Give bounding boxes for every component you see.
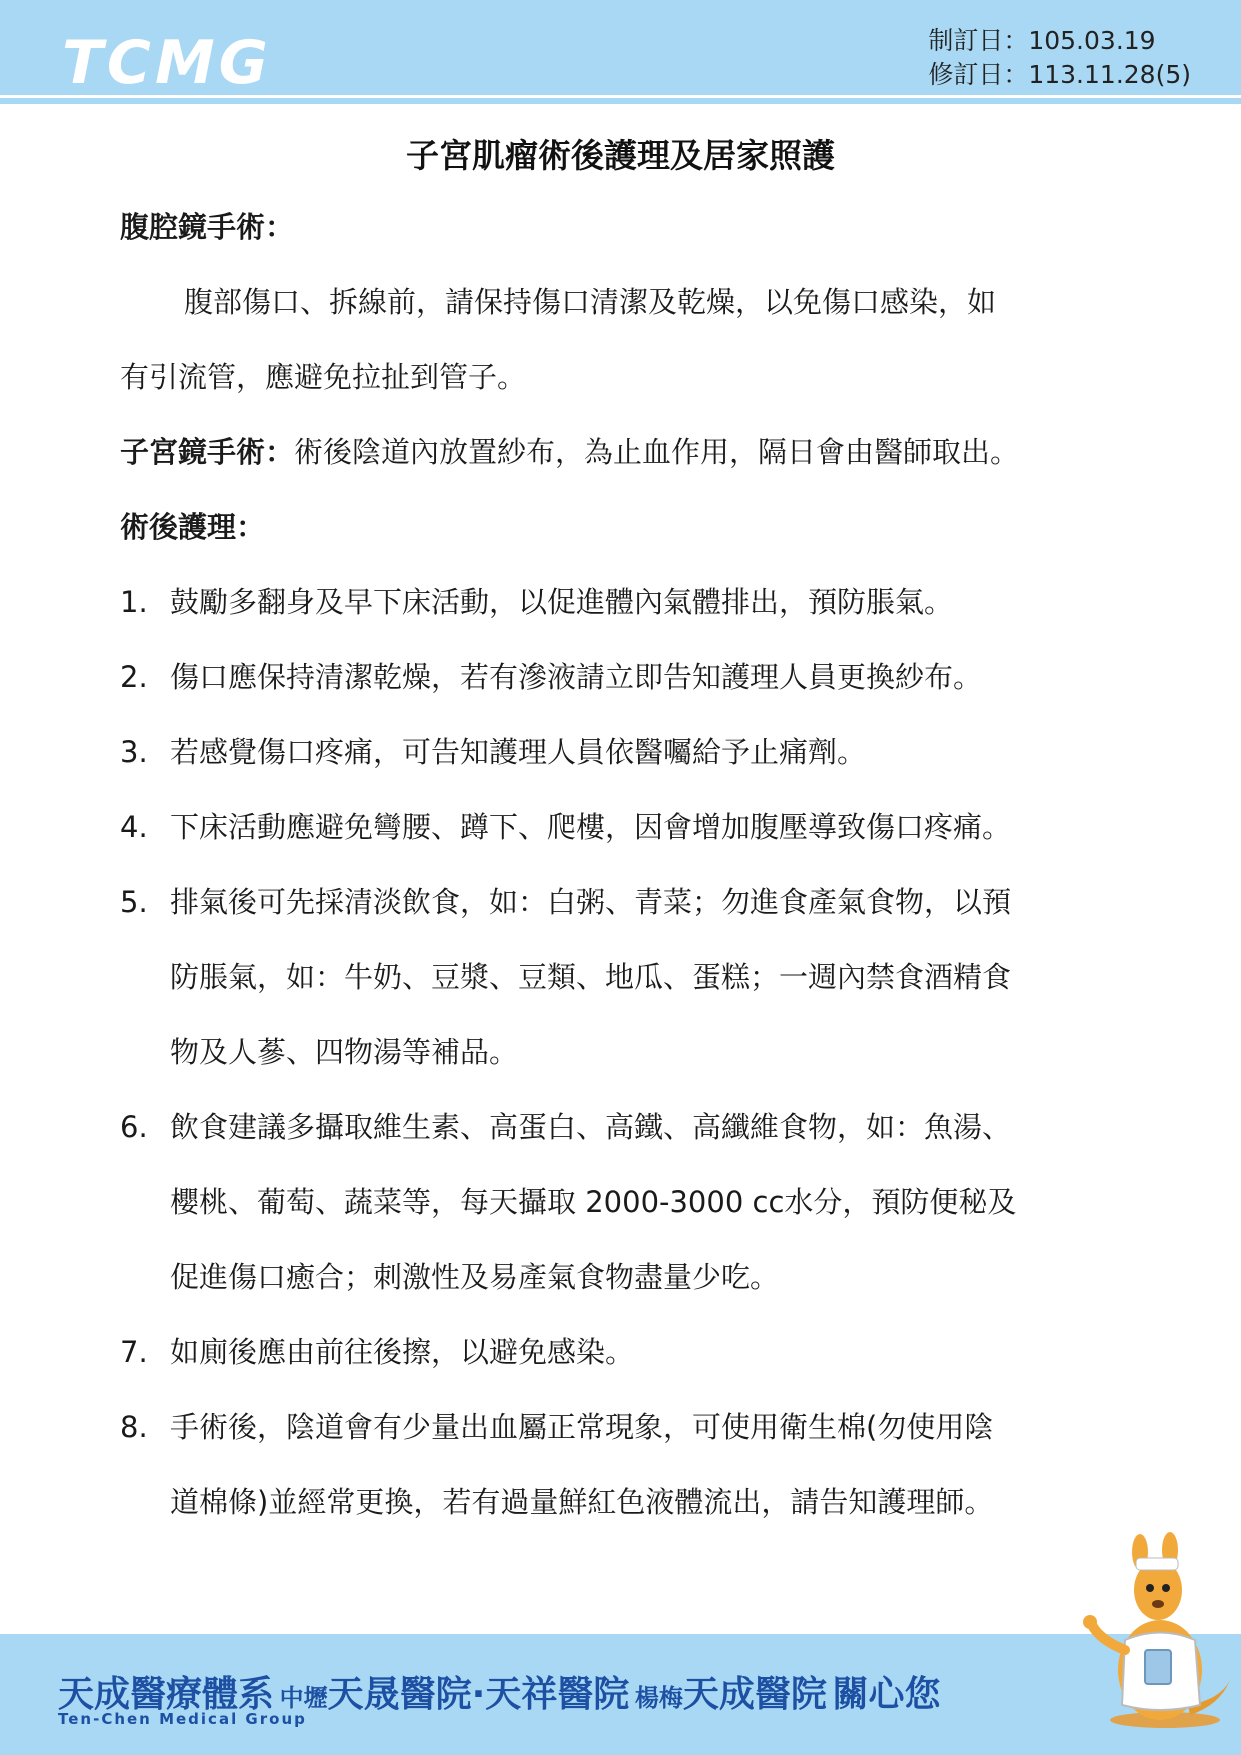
list-item <box>120 1405 1140 1480</box>
list-item <box>120 805 1140 880</box>
revised-date: 修訂日：113.11.28(5) <box>928 60 1191 89</box>
item-continuation: 促進傷口癒合；刺激性及易產氣食物盡量少吃。 <box>170 1260 780 1294</box>
location-2: 楊梅 <box>634 1684 683 1712</box>
list-item <box>120 1105 1140 1180</box>
item-number: 6. <box>120 1110 148 1144</box>
hospital-2: 天成醫院 <box>682 1674 827 1715</box>
item-text: 下床活動應避免彎腰、蹲下、爬樓，因會增加腹壓導致傷口疼痛。 <box>170 810 1012 844</box>
created-date: 制訂日：105.03.19 <box>928 26 1156 55</box>
item-text: 鼓勵多翻身及早下床活動，以促進體內氣體排出，預防脹氣。 <box>170 585 954 619</box>
list-item <box>120 655 1140 730</box>
list-item <box>120 730 1140 805</box>
document-body <box>120 205 1140 1555</box>
laparoscopy-text-1: 腹部傷口、拆線前，請保持傷口清潔及乾燥，以免傷口感染，如 <box>184 285 997 319</box>
kangaroo-doctor-mascot-icon <box>1070 1530 1235 1730</box>
item-number: 3. <box>120 735 148 769</box>
item-number: 1. <box>120 585 148 619</box>
item-text: 手術後，陰道會有少量出血屬正常現象，可使用衛生棉(勿使用陰 <box>170 1410 994 1444</box>
item-number: 7. <box>120 1335 148 1369</box>
postop-list <box>120 580 1140 1555</box>
laparoscopy-text-2: 有引流管，應避免拉扯到管子。 <box>120 360 527 394</box>
item-continuation: 道棉條)並經常更換，若有過量鮮紅色液體流出，請告知護理師。 <box>170 1485 994 1519</box>
item-continuation: 防脹氣，如：牛奶、豆漿、豆類、地瓜、蛋糕；一週內禁食酒精食 <box>170 960 1012 994</box>
footer-english-name: Ten-Chen Medical Group <box>58 1710 307 1728</box>
header-divider <box>0 98 1241 104</box>
hysteroscopy-heading: 子宮鏡手術： <box>120 435 295 469</box>
list-item <box>120 580 1140 655</box>
item-text: 如廁後應由前往後擦，以避免感染。 <box>170 1335 635 1369</box>
hospital-1: 天晟醫院·天祥醫院 <box>327 1674 630 1715</box>
item-continuation: 物及人蔘、四物湯等補品。 <box>170 1035 519 1069</box>
care-text: 關心您 <box>832 1674 941 1715</box>
laparoscopy-heading: 腹腔鏡手術： <box>120 210 295 244</box>
location-1: 中壢 <box>279 1684 328 1712</box>
list-item <box>120 880 1140 955</box>
revision-dates <box>928 24 1191 92</box>
item-text: 傷口應保持清潔乾燥，若有滲液請立即告知護理人員更換紗布。 <box>170 660 983 694</box>
item-number: 5. <box>120 885 148 919</box>
tcmg-logo: TCMG <box>62 28 272 98</box>
item-text: 飲食建議多攝取維生素、高蛋白、高鐵、高纖維食物，如：魚湯、 <box>170 1110 1012 1144</box>
hysteroscopy-text: 術後陰道內放置紗布，為止血作用，隔日會由醫師取出。 <box>294 435 1020 469</box>
postop-heading: 術後護理： <box>120 510 266 544</box>
group-name: 天成醫療體系 <box>58 1674 275 1715</box>
item-number: 4. <box>120 810 148 844</box>
hysteroscopy-paragraph <box>120 430 1140 505</box>
item-number: 8. <box>120 1410 148 1444</box>
item-text: 若感覺傷口疼痛，可告知護理人員依醫囑給予止痛劑。 <box>170 735 867 769</box>
item-continuation: 櫻桃、葡萄、蔬菜等，每天攝取 2000-3000 cc水分，預防便秘及 <box>170 1185 1017 1219</box>
page-title: 子宮肌瘤術後護理及居家照護 <box>406 136 835 175</box>
list-item <box>120 1330 1140 1405</box>
item-number: 2. <box>120 660 148 694</box>
item-text: 排氣後可先採清淡飲食，如：白粥、青菜；勿進食產氣食物，以預 <box>170 885 1012 919</box>
